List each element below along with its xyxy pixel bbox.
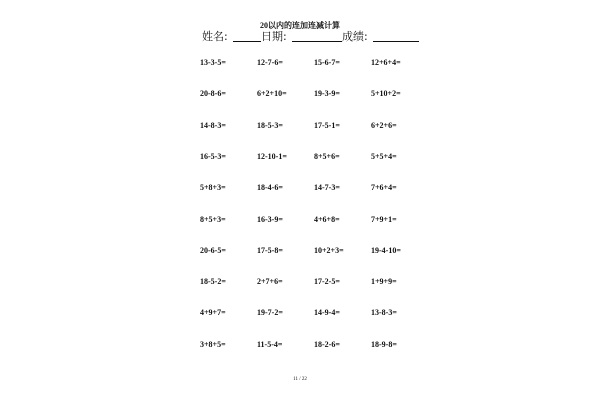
math-problem: 7+6+4=	[371, 183, 397, 192]
math-problem: 14-9-4=	[314, 308, 340, 317]
math-problem: 18-4-6=	[257, 183, 283, 192]
math-problem: 13-8-3=	[371, 308, 397, 317]
math-problem: 15-6-7=	[314, 58, 340, 67]
math-problem: 5+5+4=	[371, 152, 397, 161]
math-problem: 7+9+1=	[371, 215, 397, 224]
math-problem: 17-5-8=	[257, 246, 283, 255]
name-label: 姓名:	[202, 30, 228, 43]
math-problem: 5+8+3=	[200, 183, 226, 192]
math-problem: 18-5-2=	[200, 277, 226, 286]
math-problem: 13-3-5=	[200, 58, 226, 67]
math-problem: 18-9-8=	[371, 340, 397, 349]
math-problem: 12+6+4=	[371, 58, 401, 67]
math-problem: 18-2-6=	[314, 340, 340, 349]
date-blank-line	[292, 41, 342, 42]
math-problem: 11-5-4=	[257, 340, 283, 349]
math-problem: 3+8+5=	[200, 340, 226, 349]
page-number: 11 / 22	[293, 377, 307, 382]
math-problem: 12-7-6=	[257, 58, 283, 67]
math-problem: 12-10-1=	[257, 152, 287, 161]
math-problem: 20-6-5=	[200, 246, 226, 255]
math-problem: 19-7-2=	[257, 308, 283, 317]
math-problem: 19-4-10=	[371, 246, 401, 255]
math-problem: 19-3-9=	[314, 89, 340, 98]
date-label: 日期:	[261, 30, 287, 43]
math-problem: 14-8-3=	[200, 121, 226, 130]
math-problem: 10+2+3=	[314, 246, 344, 255]
math-problem: 20-8-6=	[200, 89, 226, 98]
math-problem: 17-5-1=	[314, 121, 340, 130]
math-problem: 4+6+8=	[314, 215, 340, 224]
math-problem: 5+10+2=	[371, 89, 401, 98]
math-problem: 6+2+10=	[257, 89, 287, 98]
math-problem: 14-7-3=	[314, 183, 340, 192]
worksheet-title: 20以内的连加连减计算	[260, 21, 340, 30]
score-label: 成绩:	[342, 30, 368, 43]
math-problem: 8+5+3=	[200, 215, 226, 224]
math-problem: 2+7+6=	[257, 277, 283, 286]
math-problem: 1+9+9=	[371, 277, 397, 286]
math-problem: 18-5-3=	[257, 121, 283, 130]
math-problem: 16-3-9=	[257, 215, 283, 224]
name-blank-line	[233, 41, 261, 42]
math-problem: 8+5+6=	[314, 152, 340, 161]
math-problem: 4+9+7=	[200, 308, 226, 317]
math-problem: 6+2+6=	[371, 121, 397, 130]
math-problem: 17-2-5=	[314, 277, 340, 286]
score-blank-line	[373, 41, 419, 42]
math-problem: 16-5-3=	[200, 152, 226, 161]
